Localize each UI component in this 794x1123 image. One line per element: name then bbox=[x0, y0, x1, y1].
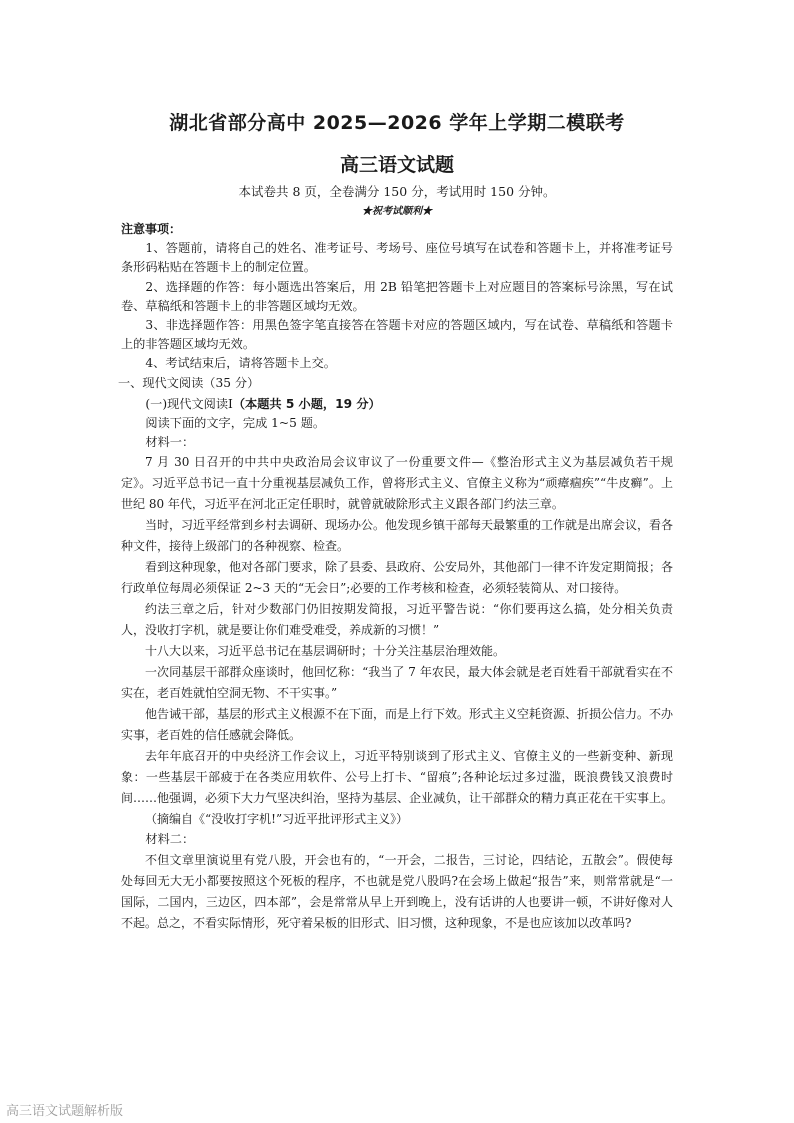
exam-info: 本试卷共 8 页，全卷满分 150 分，考试用时 150 分钟。 bbox=[238, 184, 556, 199]
page-title: 湖北省部分高中 2025—2026 学年上学期二模联考 bbox=[169, 112, 625, 134]
material1-paragraph: 当时，习近平经常到乡村去调研、现场办公。他发现乡镇干部每天最繁重的工作就是出席会议，看各种文件，接待上级部门的各种视察、检查。 bbox=[121, 518, 674, 554]
material2-label: 材料二： bbox=[145, 832, 195, 847]
material2-body bbox=[121, 850, 673, 934]
subsection-heading bbox=[121, 395, 673, 414]
material1-paragraph: 约法三章之后，针对少数部门仍旧按期发简报，习近平警告说：“你们要再这么搞，处分相关负责人，没收打字机，就是要让你们难受难受，养成新的习惯！” bbox=[121, 602, 673, 638]
blessing-text: ★祝考试顺利★ bbox=[362, 206, 432, 217]
material1-paragraph: 看到这种现象，他对各部门要求，除了县委、县政府、公安局外，其他部门一律不许发定期简报；各行政单位每周必须保证 2~3 天的“无会日”;必要的工作考核和检查，必须轻装简从、对口接待。 bbox=[121, 560, 674, 596]
notice-item: 3、非选择题作答：用黑色签字笔直接答在答题卡对应的答题区域内，写在试卷、草稿纸和答题卡上的非答题区域均无效。 bbox=[121, 318, 673, 352]
material1-paragraph: 去年年底召开的中央经济工作会议上，习近平特别谈到了形式主义、官僚主义的一些新变种、新现象：一些基层干部疲于在各类应用软件、公号上打卡、“留痕”;各种论坛过多过滥，既浪费钱又浪费时间……他强调，必须下大力气坚决纠治，坚持为基层、企业减负，让干部群众的精力真正花在干实事上。 bbox=[121, 749, 674, 806]
footer-watermark: 高三语文试题解析版 bbox=[6, 1104, 124, 1119]
subsection-points: （本题共 5 小题，19 分） bbox=[232, 396, 381, 411]
material1-paragraph: 7 月 30 日召开的中共中央政治局会议审议了一份重要文件—《整治形式主义为基层减负若干规定》。习近平总书记一直十分重视基层减负工作，曾将形式主义、官僚主义称为“顽瘴痼疾”“牛皮癣”。上世纪 80 年代，习近平在河北正定任职时，就曾就破除形式主义跟各部门约法三章。 bbox=[121, 455, 673, 512]
material1-paragraph: 一次同基层干部群众座谈时，他回忆称：“我当了 7 年农民，最大体会就是老百姓看干部就看实在不实在，老百姓就怕空洞无物、不干实事。” bbox=[121, 665, 673, 701]
subsection-prefix: (一)现代文阅读Ⅰ bbox=[145, 396, 233, 411]
material1-body bbox=[121, 452, 673, 830]
material1-paragraph: 十八大以来，习近平总书记在基层调研时；十分关注基层治理效能。 bbox=[145, 644, 506, 659]
exam-content bbox=[118, 220, 674, 934]
instruction-text: 阅读下面的文字，完成 1~5 题。 bbox=[145, 416, 326, 431]
page-subtitle: 高三语文试题 bbox=[339, 154, 454, 176]
material1-paragraph: 他告诫干部，基层的形式主义根源不在下面，而是上行下效。形式主义空耗资源、折损公信力。不办实事，老百姓的信任感就会降低。 bbox=[121, 707, 674, 743]
material2-paragraph: 不但文章里演说里有党八股，开会也有的，“一开会，二报告，三讨论，四结论，五散会”。假使每处每回无大无小都要按照这个死板的程序，不也就是党八股吗?在会场上做起“报告”来，则常常就是“一国际，二国内，三边区，四本部”，会是常常从早上开到晚上，没有话讲的人也要讲一顿，不讲好像对人不起。总之，不看实际情形，死守着呆板的旧形式、旧习惯，这种现象，不是也应该加以改革吗? bbox=[121, 852, 673, 930]
section-heading: 一、现代文阅读（35 分） bbox=[118, 375, 260, 390]
notice-item: 2、选择题的作答：每小题选出答案后，用 2B 铅笔把答题卡上对应题目的答案标号涂黑，写在试卷、草稿纸和答题卡上的非答题区域均无效。 bbox=[121, 279, 673, 313]
notice-heading: 注意事项： bbox=[121, 222, 182, 236]
material1-label: 材料一： bbox=[145, 435, 195, 450]
notice-item: 1、答题前，请将自己的姓名、准考证号、考场号、座位号填写在试卷和答题卡上，并将准考证号条形码粘贴在答题卡上的制定位置。 bbox=[121, 241, 673, 275]
notice-item: 4、考试结束后，请将答题卡上交。 bbox=[145, 356, 336, 371]
material1-source: （摘编自《“没收打字机!”习近平批评形式主义》） bbox=[145, 812, 409, 827]
